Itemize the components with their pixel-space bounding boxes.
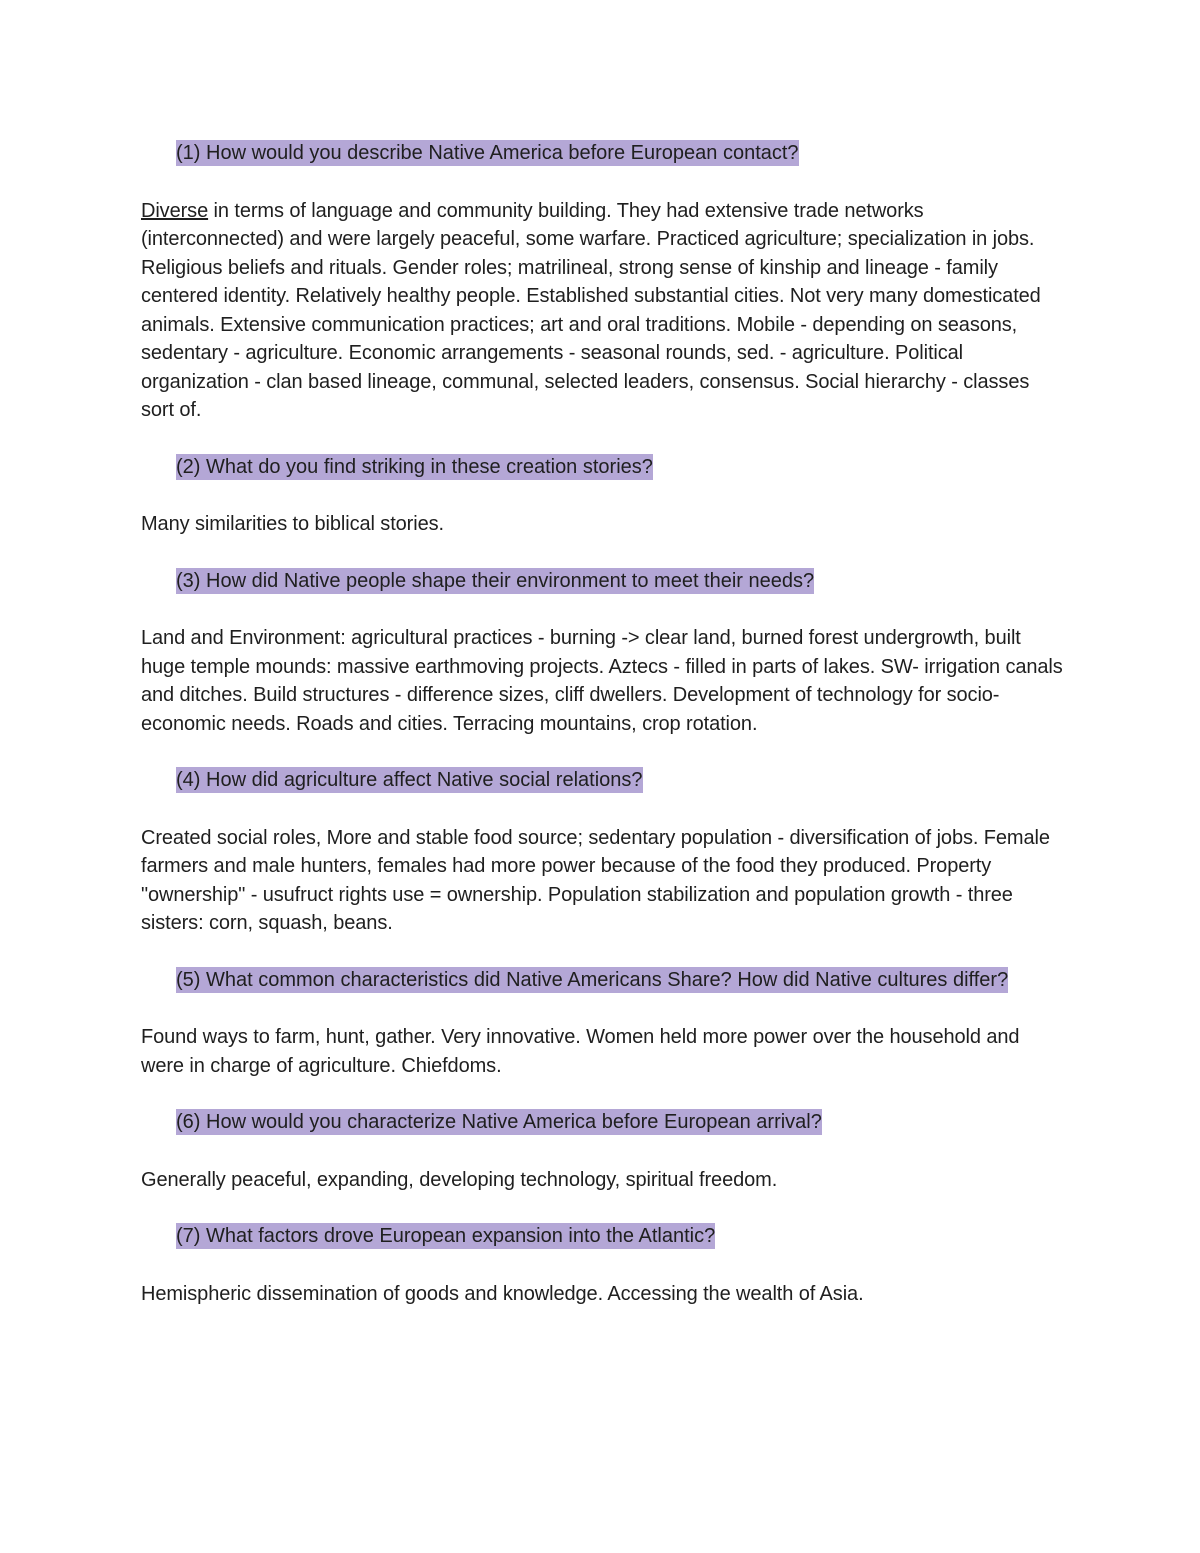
qa-item-4 <box>141 766 1066 938</box>
question-1-text: (1) How would you describe Native America before European contact? <box>176 142 799 164</box>
answer-2: Many similarities to biblical stories. <box>141 513 444 535</box>
question-1 <box>141 139 1066 168</box>
question-4-text: (4) How did agriculture affect Native social relations? <box>176 769 643 791</box>
qa-item-6 <box>141 1108 1066 1194</box>
qa-item-1 <box>141 139 1066 425</box>
question-4 <box>141 766 1066 795</box>
question-5-text: (5) What common characteristics did Native Americans Share? How did Native cultures differ? <box>176 968 1009 991</box>
question-6 <box>141 1108 1066 1137</box>
answer-4: Created social roles, More and stable food source; sedentary population - diversification of jobs. Female farmers and male hunters, females had more power because of the food they produced. Property "ownership" - usufruct rights use = ownership. Population stabilization and population growth - three sisters: corn, squash, beans. <box>141 826 1050 934</box>
qa-item-5 <box>141 966 1066 1081</box>
answer-1 <box>141 197 1066 425</box>
question-2-text: (2) What do you find striking in these creation stories? <box>176 455 653 478</box>
question-7-text: (7) What factors drove European expansion into the Atlantic? <box>176 1225 716 1247</box>
answer-6: Generally peaceful, expanding, developing technology, spiritual freedom. <box>141 1168 778 1191</box>
question-5 <box>141 966 1066 995</box>
qa-item-7 <box>141 1222 1066 1308</box>
question-6-text: (6) How would you characterize Native America before European arrival? <box>176 1111 822 1133</box>
answer-1-text: in terms of language and community building. They had extensive trade networks (interconnected) and were largely peaceful, some warfare. Practiced agriculture; specialization in jobs. Religious beliefs and rituals. Gender roles; matrilineal, strong sense of kinship and lineage - family centered identity. Relatively healthy people. Established substantial cities. Not very many domesticated animals. Extensive communication practices; art and oral traditions. Mobile - depending on seasons, sedentary - agriculture. Economic arrangements - seasonal rounds, sed. - agriculture. Political organization - clan based lineage, communal, selected leaders, consensus. Social hierarchy - classes sort of. <box>141 199 1041 421</box>
answer-3: Land and Environment: agricultural practices - burning -> clear land, burned forest undergrowth, built huge temple mounds: massive earthmoving projects. Aztecs - filled in parts of lakes. SW- irrigation canals and ditches. Build structures - difference sizes, cliff dwellers. Development of technology for socio-economic needs. Roads and cities. Terracing mountains, crop rotation. <box>141 627 1063 735</box>
answer-5: Found ways to farm, hunt, gather. Very innovative. Women held more power over the household and were in charge of agriculture. Chiefdoms. <box>141 1026 1020 1077</box>
answer-1-lead: Diverse <box>141 199 209 222</box>
qa-item-3 <box>141 567 1066 739</box>
question-2 <box>141 453 1066 482</box>
question-3 <box>141 567 1066 596</box>
document-body <box>141 139 1066 1336</box>
qa-item-2 <box>141 453 1066 539</box>
question-7 <box>141 1222 1066 1251</box>
answer-7: Hemispheric dissemination of goods and knowledge. Accessing the wealth of Asia. <box>141 1282 864 1305</box>
question-3-text: (3) How did Native people shape their environment to meet their needs? <box>176 569 815 592</box>
